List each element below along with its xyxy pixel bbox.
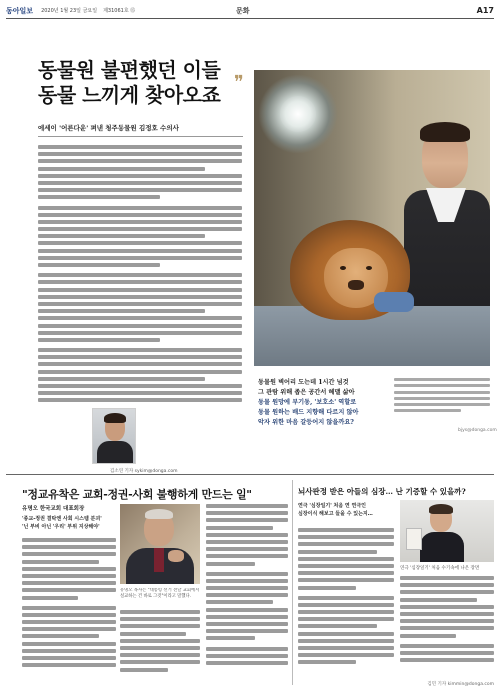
bottom-right-sub-2: 심장이식 해보고 들을 수 있는지…	[298, 511, 373, 517]
headline-line-2: 동물 느끼게 찾아오죠	[38, 83, 221, 107]
issue-date: 2020년 1월 23일 금요일	[41, 8, 98, 14]
bottom-left-photo-caption: 유명오 목사는 "대통령 선거 전날 교회에서 설교하는 건 바로 그것"이라고 말했다.	[120, 588, 200, 599]
pull-quote-line: 동물 원망에 부기동, '보호소' 역할로	[258, 399, 357, 406]
headline-line-1: 동물원 불편했던 이들	[38, 58, 221, 82]
section-title: 문화	[236, 6, 250, 15]
pull-quote-line: 그 관람 위해 좁은 공간서 헤맬 삶아	[258, 389, 355, 396]
bottom-right-headline: 뇌사판정 받은 아들의 심장… 난 기증할 수 있을까?	[298, 487, 466, 496]
pull-quote-line: 동물 원하는 배드 지향해 다르지 않아	[258, 409, 359, 416]
page-number: A17	[476, 6, 494, 15]
photo-credit: bjys@donga.com	[458, 428, 497, 433]
main-photo-caption	[394, 378, 490, 416]
masthead	[6, 4, 494, 17]
bottom-left-sub-3: '닌 부비 아닌 '우리' 부위 지상해야'	[22, 524, 100, 530]
issue-edition: 제31061호 ⑮	[103, 8, 136, 14]
footer-byline: 김민 기자 kimmin@donga.com	[427, 682, 494, 687]
pull-quote	[258, 378, 388, 428]
bottom-left-headline: "정교유착은 교회-정권-사회 불행하게 만드는 일"	[22, 488, 252, 501]
author-portrait	[92, 408, 136, 464]
pull-quote-line: 악자 위한 마음 갈등어지 않을까요?	[258, 419, 354, 426]
main-subhead: 에세이 '어른다운' 펴낸 청주동물원 김정호 수의사	[38, 124, 179, 132]
bottom-right-body-col-2	[400, 576, 494, 680]
subhead-rule	[38, 136, 243, 137]
bottom-right-body-col-1	[298, 528, 394, 680]
bottom-right-sub-1: 연극 '심장일기' 처음 연 연극인	[298, 503, 366, 509]
bottom-left-body-col-2	[120, 610, 200, 680]
column-divider	[292, 480, 293, 685]
bottom-left-body-col-3	[206, 504, 288, 680]
main-headline	[38, 58, 268, 108]
section-divider	[6, 474, 494, 475]
bottom-left-photo-pastor	[120, 504, 200, 584]
masthead-rule	[6, 18, 494, 19]
main-article-body	[38, 145, 242, 417]
bottom-left-sub-1: 유명오 한국교회 대표회장	[22, 506, 85, 512]
bottom-left-sub-2: '종교-정권 결탁엔 사회 시스템 분괴'	[22, 516, 102, 522]
bottom-right-subhead	[298, 502, 394, 518]
bottom-left-body-col-1	[22, 538, 116, 678]
bottom-left-subhead	[22, 504, 132, 531]
main-byline: 김소연 기자 sykim@donga.com	[110, 469, 178, 474]
book-icon	[406, 528, 422, 550]
quote-mark-icon: ❞	[234, 72, 244, 93]
pull-quote-line: 동물원 벽어리 도는데 1시간 넘것	[258, 379, 349, 386]
bottom-right-photo-caption: 연극 '심장일기' 처음 수기속에 나온 장면	[400, 566, 480, 571]
main-photo-vet-with-lion	[254, 70, 490, 366]
newspaper-logo: 동아일보	[6, 5, 34, 15]
bottom-right-photo-playwright	[400, 500, 494, 562]
